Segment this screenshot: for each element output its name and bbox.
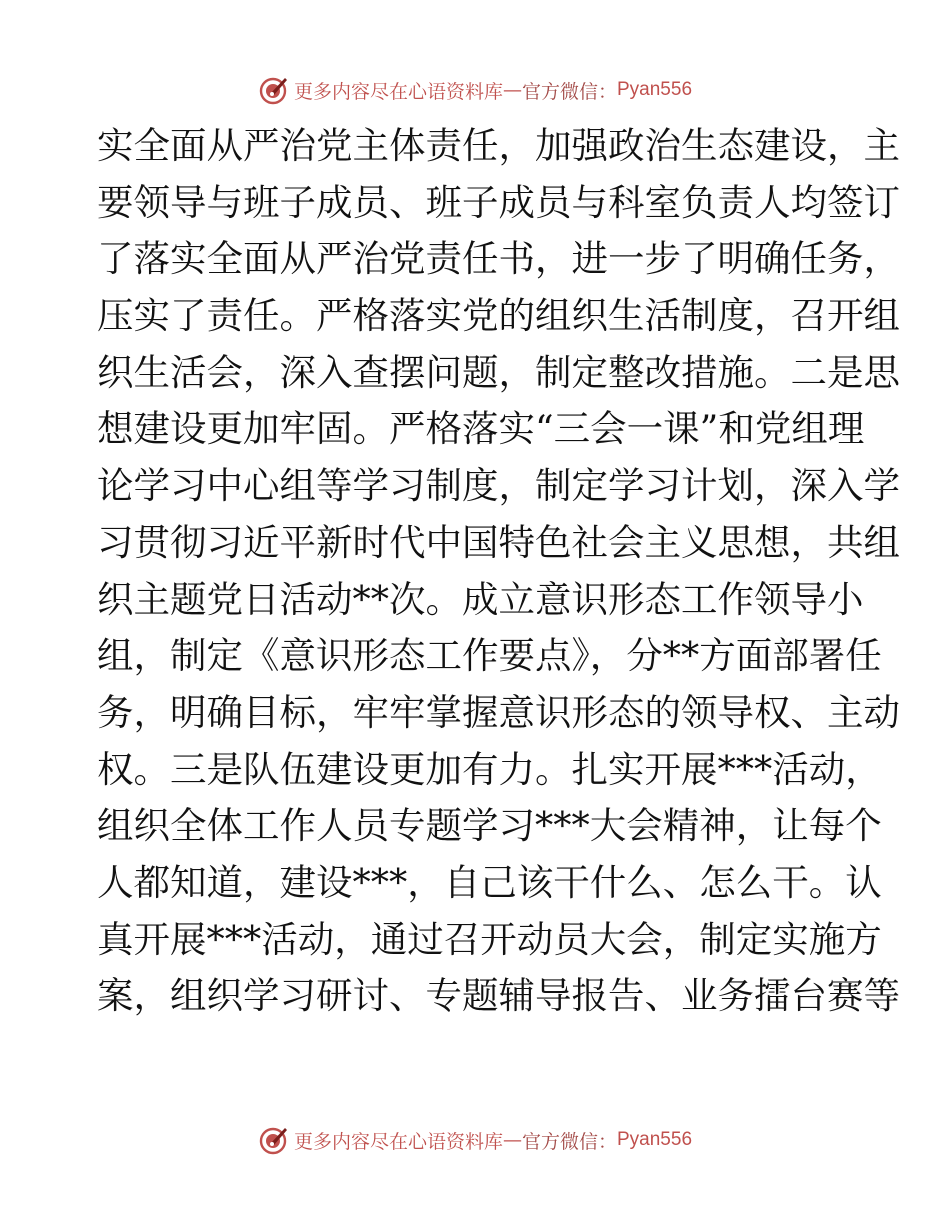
body-line: 习贯彻习近平新时代中国特色社会主义思想，共组 [97,520,900,564]
banner-wechat-id: Pyan556 [617,79,693,100]
body-line: 织主题党日活动**次。成立意识形态工作领导小 [97,577,864,621]
body-line: 论学习中心组等学习制度，制定学习计划，深入学 [97,464,900,508]
quill-seal-icon [258,74,290,106]
document-body [97,118,900,1025]
body-line: 组织全体工作人员专题学习***大会精神，让每个 [97,804,882,848]
body-line: 权。三是队伍建设更加有力。扎实开展***活动， [97,747,882,791]
body-line: 织生活会，深入查摆问题，制定整改措施。二是思 [97,350,900,394]
body-line: 压实了责任。严格落实党的组织生活制度，召开组 [97,294,900,338]
banner-main-text: 更多内容尽在心语资料库 [293,1130,503,1153]
banner-separator: — [502,79,522,101]
banner-main-text: 更多内容尽在心语资料库 [293,80,503,103]
body-line: 了落实全面从严治党责任书，进一步了明确任务， [97,237,900,281]
body-line: 真开展***活动，通过召开动员大会，制定实施方 [97,917,882,961]
body-line: 人都知道，建设***，自己该干什么、怎么干。认 [97,860,882,904]
body-line: 想建设更加牢固。严格落实“三会一课”和党组理 [97,407,865,451]
body-line: 要领导与班子成员、班子成员与科室负责人均签订 [97,180,900,224]
banner-wechat-label: 官方微信： [521,1130,617,1153]
footer-banner [0,1122,950,1158]
body-line: 案，组织学习研讨、专题辅导报告、业务擂台赛等 [97,974,900,1018]
header-banner [0,72,950,108]
body-line: 实全面从严治党主体责任，加强政治生态建设，主 [97,124,900,167]
banner-separator: — [502,1129,522,1151]
banner-wechat-label: 官方微信： [521,80,617,103]
body-line: 组，制定《意识形态工作要点》，分**方面部署任 [97,634,882,678]
quill-seal-icon [258,1124,290,1156]
body-line: 务，明确目标，牢牢掌握意识形态的领导权、主动 [97,690,900,734]
banner-wechat-id: Pyan556 [617,1129,693,1150]
